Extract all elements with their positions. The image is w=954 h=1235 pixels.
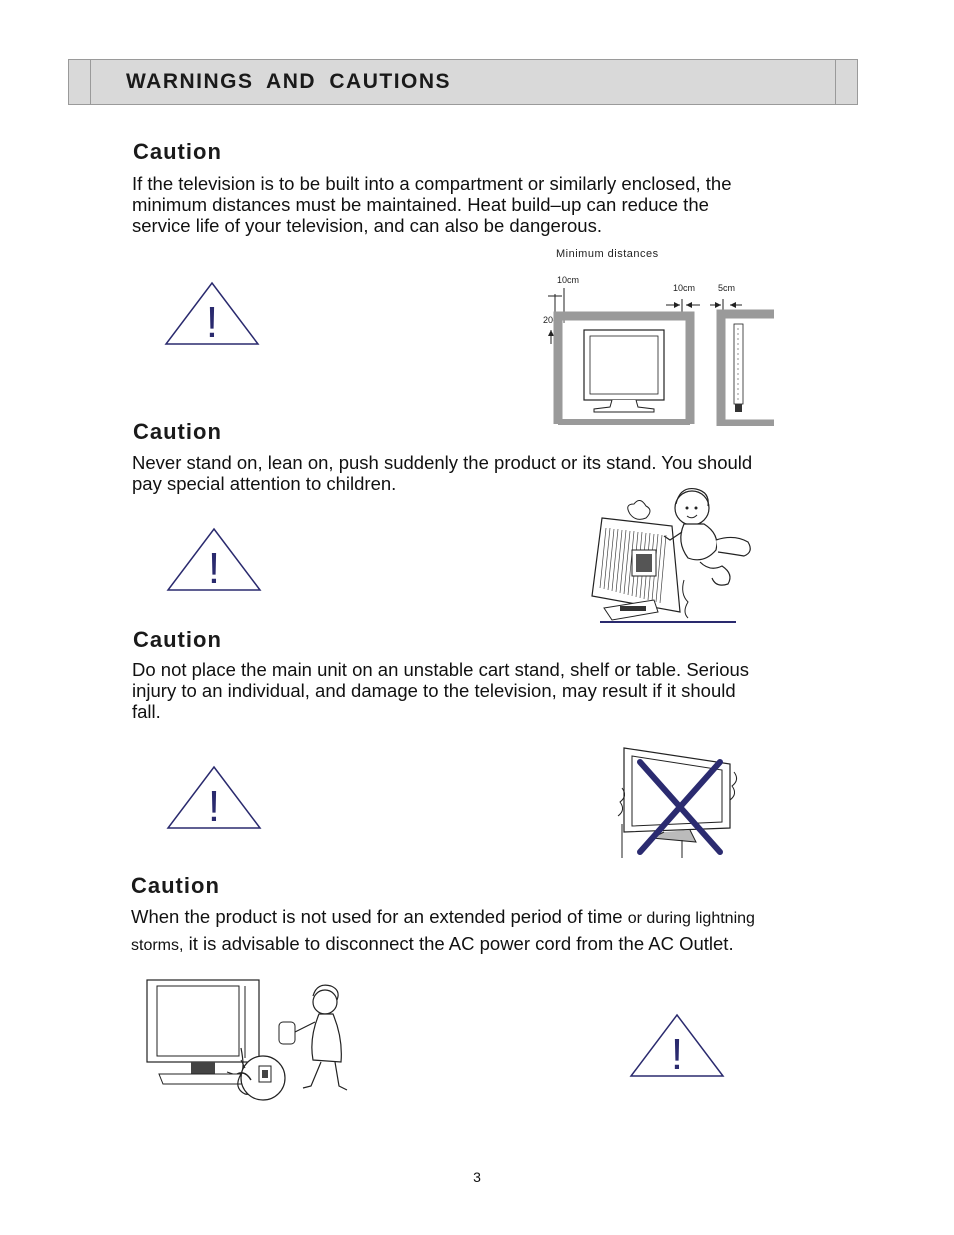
- caution-text-4-line-2-a: storms,: [131, 937, 184, 954]
- page-title: WARNINGS AND CAUTIONS: [126, 70, 452, 93]
- unplug-power-cord-illustration: [145, 978, 355, 1106]
- caution-text-1-line-2: minimum distances must be maintained. Heat build–up can reduce the: [132, 194, 709, 215]
- warning-exclamation: !: [670, 1030, 684, 1079]
- caution-text-4-line-2-b: it is advisable to disconnect the AC power cord from the AC Outlet.: [183, 933, 734, 954]
- header-right-cap: [835, 60, 857, 104]
- caution-heading-3: Caution: [133, 627, 222, 652]
- warning-triangle-icon: [165, 527, 263, 593]
- page-number: 3: [473, 1169, 481, 1185]
- caution-text-3-line-2: injury to an individual, and damage to the television, may result if it should: [132, 680, 736, 701]
- unstable-stand-crossed-illustration: [612, 742, 744, 864]
- label-side-10cm: 10cm: [673, 283, 696, 293]
- caution-text-4-line-2: [131, 933, 755, 956]
- label-20cm: 20cm: [543, 315, 566, 325]
- warning-triangle-icon: [628, 1013, 726, 1079]
- caution-text-1-line-1: If the television is to be built into a compartment or similarly enclosed, the: [132, 173, 732, 194]
- warning-exclamation: !: [205, 298, 219, 347]
- caution-text-4: [131, 906, 755, 956]
- section-header-bar: [68, 59, 858, 105]
- warning-triangle-icon: [163, 281, 261, 347]
- caution-text-3-line-3: fall.: [132, 701, 161, 722]
- caution-text-1: [132, 173, 731, 236]
- warning-exclamation: !: [207, 544, 221, 593]
- label-back-5cm: 5cm: [718, 283, 736, 293]
- caution-text-1-line-3: service life of your television, and can also be dangerous.: [132, 215, 602, 236]
- caution-text-4-line-1-b: or during lightning: [627, 910, 755, 927]
- caution-heading-2: Caution: [133, 419, 222, 444]
- caution-text-4-line-1-a: When the product is not used for an extended period of time: [131, 906, 628, 927]
- diagram-title: Minimum distances: [556, 248, 659, 260]
- caution-heading-1: Caution: [133, 139, 222, 164]
- caution-text-3: [132, 659, 749, 722]
- caution-text-3-line-1: Do not place the main unit on an unstable cart stand, shelf or table. Serious: [132, 659, 750, 680]
- caution-text-2-line-2: pay special attention to children.: [132, 473, 397, 494]
- child-leaning-on-tv-illustration: [584, 484, 760, 626]
- label-top-10cm: 10cm: [557, 275, 580, 285]
- caution-heading-4: Caution: [131, 873, 220, 898]
- warning-exclamation: !: [207, 782, 221, 831]
- minimum-distances-diagram: [538, 244, 778, 426]
- warning-triangle-icon: [165, 765, 263, 831]
- header-left-cap: [69, 60, 91, 104]
- caution-text-4-line-1: [131, 906, 755, 933]
- caution-text-2-line-1: Never stand on, lean on, push suddenly the product or its stand. You should: [132, 452, 753, 473]
